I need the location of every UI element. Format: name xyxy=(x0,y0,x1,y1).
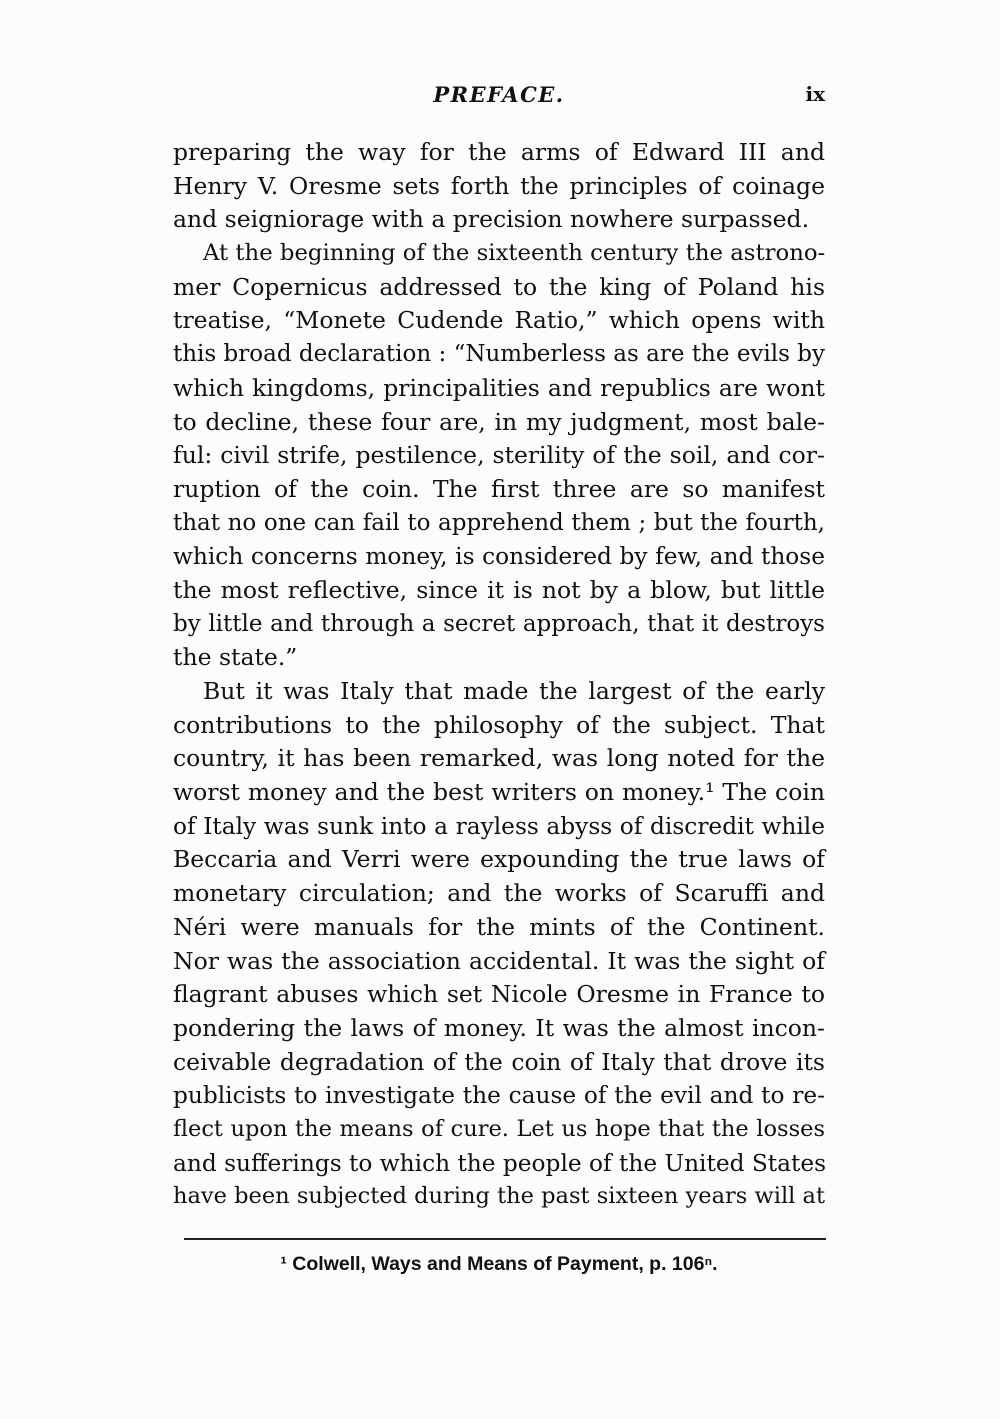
text-line: the state.” xyxy=(173,643,298,672)
text-line: by little and through a secret approach, that it destroys xyxy=(173,610,825,637)
paragraph-3 xyxy=(173,675,825,1214)
text-line: that no one can fail to apprehend them ; but the fourth, xyxy=(173,509,825,536)
text-line: which concerns money, is considered by few, and those xyxy=(173,543,825,571)
text-line: flect upon the means of cure. Let us hope that the losses xyxy=(173,1115,825,1142)
text-line: and sufferings to which the people of the United States xyxy=(173,1149,827,1177)
text-line: Néri were manuals for the mints of the Continent. xyxy=(173,912,825,941)
text-line: monetary circulation; and the works of Scaruffi and xyxy=(173,879,825,908)
text-line: this broad declaration : “Numberless as are the evils by xyxy=(173,341,825,368)
text-line: Nor was the association accidental. It was the sight of xyxy=(173,946,825,975)
body-text xyxy=(173,136,825,1214)
text-line: At the beginning of the sixteenth century the astrono- xyxy=(203,240,826,267)
footnote-rule xyxy=(184,1238,826,1240)
text-line: and seigniorage with a precision nowhere surpassed. xyxy=(173,205,810,234)
running-title: PREFACE. xyxy=(433,82,565,107)
text-line: Henry V. Oresme sets forth the principles of coinage xyxy=(173,171,825,200)
text-line: ful: civil strife, pestilence, sterility of the soil, and cor- xyxy=(173,441,825,470)
text-line: the most reflective, since it is not by a blow, but little xyxy=(173,575,825,604)
text-line: publicists to investigate the cause of the evil and to re- xyxy=(173,1082,825,1110)
text-line: have been subjected during the past sixteen years will at xyxy=(173,1183,825,1210)
text-line: ruption of the coin. The first three are so manifest xyxy=(173,474,825,503)
text-line: pondering the laws of money. It was the almost incon- xyxy=(173,1013,825,1042)
footnote: ¹ Colwell, Ways and Means of Payment, p. 106ⁿ. xyxy=(280,1253,718,1275)
text-line: mer Copernicus addressed to the king of Poland his xyxy=(173,272,825,301)
page-number: ix xyxy=(805,82,825,106)
text-line: which kingdoms, principalities and republics are wont xyxy=(173,373,825,402)
text-line: flagrant abuses which set Nicole Oresme in France to xyxy=(173,980,825,1009)
text-line: But it was Italy that made the largest of the early xyxy=(203,677,825,705)
text-line: to decline, these four are, in my judgment, most bale- xyxy=(173,407,825,436)
text-line: ceivable degradation of the coin of Italy that drove its xyxy=(173,1047,825,1076)
text-line: treatise, “Monete Cudende Ratio,” which opens with xyxy=(173,306,825,335)
text-line: Beccaria and Verri were expounding the true laws of xyxy=(173,845,825,874)
paragraph-1 xyxy=(173,136,825,237)
text-line: worst money and the best writers on money.¹ The coin xyxy=(173,778,825,807)
running-head xyxy=(173,82,825,112)
text-line: contributions to the philosophy of the subject. That xyxy=(173,710,825,739)
text-line: preparing the way for the arms of Edward III and xyxy=(173,138,825,166)
paragraph-2 xyxy=(173,237,825,675)
text-line: country, it has been remarked, was long noted for the xyxy=(173,744,825,773)
text-line: of Italy was sunk into a rayless abyss of discredit while xyxy=(173,812,825,840)
